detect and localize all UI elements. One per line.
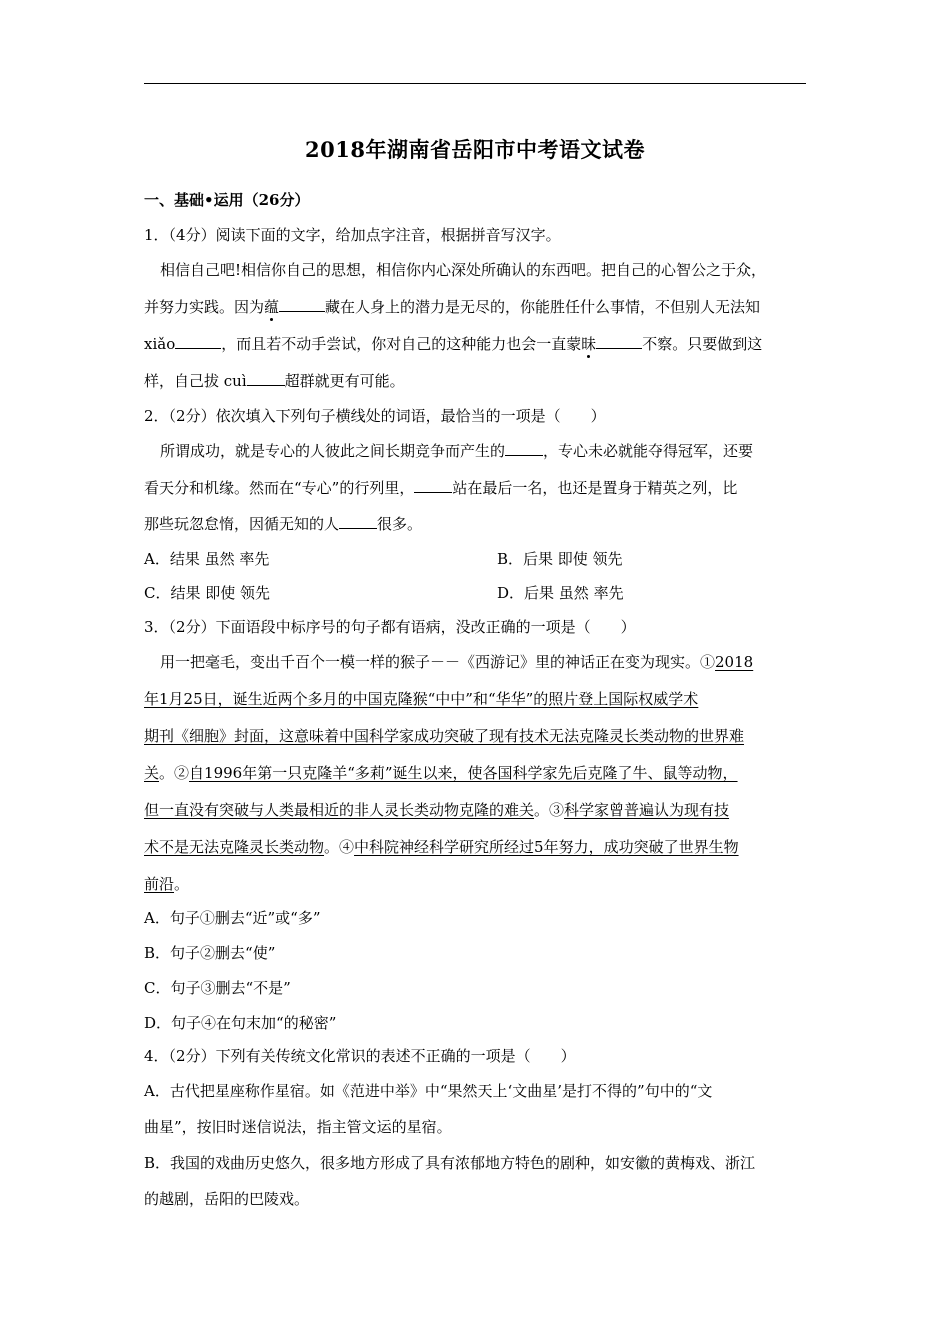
q1-text: 并努力实践。因为	[144, 298, 265, 316]
q1-para-line-3	[144, 334, 762, 354]
q2-stem: 2．（2分）依次填入下列句子横线处的词语，最恰当的一项是（ ）	[144, 407, 606, 425]
q1-para-line-1: 相信自己吧!相信你自己的思想，相信你内心深处所确认的东西吧。把自己的心智公之于众，	[160, 261, 767, 279]
answer-blank[interactable]	[339, 514, 377, 529]
answer-blank[interactable]	[175, 334, 221, 349]
q2-text: 那些玩忽怠惰，因循无知的人	[144, 515, 340, 533]
q3-para-line-3: 期刊《细胞》封面，这意味着中国科学家成功突破了现有技术无法克隆灵长类动物的世界难	[144, 727, 745, 745]
q3-para-line-4	[144, 763, 738, 783]
dotted-char: 蕴	[264, 298, 280, 316]
q3-stem: 3．（2分）下面语段中标序号的句子都有语病，没改正确的一项是（ ）	[144, 618, 636, 636]
q2-text: 很多。	[377, 515, 423, 533]
answer-blank[interactable]	[596, 334, 642, 349]
q3-text: 。②	[159, 764, 190, 782]
q3-underlined-text: 自1996年第一只克隆羊“多莉”诞生以来，使各国科学家先后克隆了牛、鼠等动物，	[189, 764, 738, 782]
q2-option-d[interactable]: D．后果 虽然 率先	[497, 584, 624, 602]
q3-option-a[interactable]: A．句子①删去“近”或“多”	[144, 909, 321, 927]
q2-para-line-1	[160, 441, 753, 461]
q1-text: 超群就更有可能。	[284, 372, 405, 390]
q2-option-a[interactable]: A．结果 虽然 率先	[144, 550, 270, 568]
q2-text: 看天分和机缘。然而在“专心”的行列里，	[144, 479, 415, 497]
q1-stem: 1．（4分）阅读下面的文字，给加点字注音，根据拼音写汉字。	[144, 226, 561, 244]
q3-underlined-text: 2018	[715, 653, 754, 671]
q1-text: 藏在人身上的潜力是无尽的，你能胜任什么事情，不但别人无法知	[325, 298, 761, 316]
q3-underlined-text: 前沿	[144, 875, 175, 893]
q3-para-line-6	[144, 837, 739, 857]
q3-para-line-7	[144, 874, 189, 894]
answer-blank[interactable]	[414, 478, 452, 493]
section-heading: 一、基础•运用（26分）	[144, 191, 310, 209]
header-rule	[144, 83, 806, 84]
q4-option-a-line-2[interactable]: 曲星”，按旧时迷信说法，指主管文运的星宿。	[144, 1118, 452, 1136]
answer-blank[interactable]	[247, 371, 285, 386]
q1-text: 不察。只要做到这	[642, 335, 763, 353]
q4-option-a-line-1[interactable]: A．古代把星座称作星宿。如《范进中举》中“果然天上‘文曲星’是打不得的”句中的“文	[144, 1082, 713, 1100]
dotted-char: 昧	[581, 335, 597, 353]
q3-underlined-text: 但一直没有突破与人类最相近的非人灵长类动物克隆的难关	[144, 801, 535, 819]
q4-option-b-line-2[interactable]: 的越剧，岳阳的巴陵戏。	[144, 1190, 310, 1208]
page-title: 2018年湖南省岳阳市中考语文试卷	[305, 137, 645, 162]
q2-option-c[interactable]: C．结果 即使 领先	[144, 584, 271, 602]
q3-underlined-text: 科学家曾普遍认为现有技	[564, 801, 730, 819]
q3-option-b[interactable]: B．句子②删去“使”	[144, 944, 276, 962]
q3-option-d[interactable]: D．句子④在句末加“的秘密”	[144, 1014, 337, 1032]
q3-text: 。③	[534, 801, 565, 819]
q3-option-c[interactable]: C．句子③删去“不是”	[144, 979, 291, 997]
q2-text: ，专心未必就能夺得冠军，还要	[543, 442, 754, 460]
q1-para-line-4	[144, 371, 405, 391]
q1-para-line-2	[144, 297, 760, 317]
q4-option-b-line-1[interactable]: B．我国的戏曲历史悠久，很多地方形成了具有浓郁地方特色的剧种，如安徽的黄梅戏、浙江	[144, 1154, 756, 1172]
q3-underlined-text: 中科院神经科学研究所经过5年努力，成功突破了世界生物	[354, 838, 739, 856]
q3-underlined-text: 术不是无法克隆灵长类动物	[144, 838, 325, 856]
q3-para-line-2: 年1月25日，诞生近两个多月的中国克隆猴“中中”和“华华”的照片登上国际权威学术	[144, 690, 699, 708]
answer-blank[interactable]	[505, 441, 543, 456]
q2-para-line-2	[144, 478, 737, 498]
q1-text: ，而且若不动手尝试，你对自己的这种能力也会一直蒙	[221, 335, 582, 353]
q3-para-line-5	[144, 800, 729, 820]
q3-text: 。④	[324, 838, 355, 856]
q2-option-b[interactable]: B．后果 即使 领先	[497, 550, 623, 568]
q3-text: 用一把毫毛，变出千百个一模一样的猴子－－《西游记》里的神话正在变为现实。①	[160, 653, 716, 671]
q3-para-line-1	[160, 652, 753, 672]
q4-stem: 4．（2分）下列有关传统文化常识的表述不正确的一项是（ ）	[144, 1047, 576, 1065]
q3-text: 。	[174, 875, 190, 893]
q3-underlined-text: 关	[144, 764, 160, 782]
q2-text: 站在最后一名，也还是置身于精英之列，比	[452, 479, 738, 497]
q1-text: 样，自己拔 cuì	[144, 372, 247, 390]
answer-blank[interactable]	[279, 297, 325, 312]
q2-para-line-3	[144, 514, 422, 534]
q2-text: 所谓成功，就是专心的人彼此之间长期竞争而产生的	[160, 442, 506, 460]
pinyin-text: xiǎo	[144, 335, 176, 353]
